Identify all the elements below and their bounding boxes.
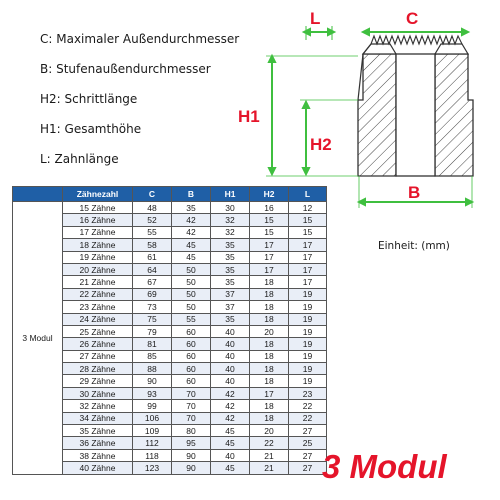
cell-b: 60 [172, 350, 211, 362]
cell-h1: 32 [211, 214, 250, 226]
cell-zaehnezahl: 28 Zähne [63, 363, 133, 375]
header-h1: H1 [211, 187, 250, 202]
header-l: L [289, 187, 327, 202]
header-c: C [133, 187, 172, 202]
cell-b: 50 [172, 263, 211, 275]
cell-h2: 18 [250, 412, 289, 424]
cell-c: 55 [133, 226, 172, 238]
cell-zaehnezahl: 21 Zähne [63, 276, 133, 288]
cell-h2: 18 [250, 375, 289, 387]
cell-h2: 22 [250, 437, 289, 449]
cell-b: 90 [172, 449, 211, 461]
cell-b: 70 [172, 400, 211, 412]
cell-b: 35 [172, 202, 211, 214]
cell-h1: 35 [211, 313, 250, 325]
table-body [13, 202, 327, 475]
cell-h2: 17 [250, 387, 289, 399]
cell-l: 19 [289, 363, 327, 375]
cell-zaehnezahl: 30 Zähne [63, 387, 133, 399]
cell-zaehnezahl: 17 Zähne [63, 226, 133, 238]
cell-b: 80 [172, 425, 211, 437]
cell-l: 27 [289, 462, 327, 474]
cell-h1: 40 [211, 449, 250, 461]
cell-c: 106 [133, 412, 172, 424]
cell-c: 67 [133, 276, 172, 288]
cell-h2: 18 [250, 338, 289, 350]
cell-l: 17 [289, 251, 327, 263]
cell-c: 75 [133, 313, 172, 325]
cell-b: 60 [172, 363, 211, 375]
gear-teeth [371, 36, 462, 44]
cell-b: 45 [172, 251, 211, 263]
cell-h2: 17 [250, 239, 289, 251]
cell-l: 17 [289, 276, 327, 288]
cell-l: 22 [289, 400, 327, 412]
label-b: B [408, 183, 421, 202]
cell-zaehnezahl: 40 Zähne [63, 462, 133, 474]
cell-h1: 37 [211, 288, 250, 300]
cell-c: 109 [133, 425, 172, 437]
legend-b: B: Stufenaußendurchmesser [40, 62, 211, 76]
cell-h1: 40 [211, 325, 250, 337]
cell-c: 61 [133, 251, 172, 263]
cell-zaehnezahl: 35 Zähne [63, 425, 133, 437]
cell-b: 50 [172, 276, 211, 288]
legend-c: C: Maximaler Außendurchmesser [40, 32, 240, 46]
cell-zaehnezahl: 27 Zähne [63, 350, 133, 362]
cell-h2: 20 [250, 425, 289, 437]
cell-c: 90 [133, 375, 172, 387]
table-header-row [13, 187, 327, 202]
cell-zaehnezahl: 25 Zähne [63, 325, 133, 337]
cell-zaehnezahl: 22 Zähne [63, 288, 133, 300]
cell-c: 118 [133, 449, 172, 461]
cell-l: 19 [289, 313, 327, 325]
cell-l: 15 [289, 214, 327, 226]
cell-zaehnezahl: 19 Zähne [63, 251, 133, 263]
modul-group-cell: 3 Modul [13, 202, 63, 475]
cell-h1: 32 [211, 226, 250, 238]
cell-l: 19 [289, 350, 327, 362]
cell-h2: 15 [250, 226, 289, 238]
cell-b: 95 [172, 437, 211, 449]
cell-c: 112 [133, 437, 172, 449]
cell-h1: 45 [211, 437, 250, 449]
cell-h2: 18 [250, 288, 289, 300]
cell-h2: 18 [250, 313, 289, 325]
cell-c: 69 [133, 288, 172, 300]
cell-l: 19 [289, 375, 327, 387]
legend-h2: H2: Schrittlänge [40, 92, 138, 106]
cell-zaehnezahl: 26 Zähne [63, 338, 133, 350]
label-c: C [406, 9, 419, 28]
cell-l: 19 [289, 325, 327, 337]
cell-h2: 15 [250, 214, 289, 226]
cell-c: 93 [133, 387, 172, 399]
label-l: L [310, 9, 321, 28]
legend-l: L: Zahnlänge [40, 152, 119, 166]
cell-h1: 30 [211, 202, 250, 214]
cell-h1: 37 [211, 301, 250, 313]
cell-h2: 17 [250, 263, 289, 275]
cell-l: 12 [289, 202, 327, 214]
dimension-legend [40, 24, 239, 174]
cell-h1: 35 [211, 263, 250, 275]
cell-zaehnezahl: 38 Zähne [63, 449, 133, 461]
cell-h2: 18 [250, 400, 289, 412]
cell-c: 85 [133, 350, 172, 362]
header-group [13, 187, 63, 202]
cell-h1: 42 [211, 387, 250, 399]
cell-c: 73 [133, 301, 172, 313]
cell-zaehnezahl: 36 Zähne [63, 437, 133, 449]
cell-h1: 40 [211, 375, 250, 387]
legend-h1: H1: Gesamthöhe [40, 122, 142, 136]
cell-b: 60 [172, 375, 211, 387]
cell-h1: 40 [211, 350, 250, 362]
cell-h1: 35 [211, 251, 250, 263]
cell-h1: 45 [211, 425, 250, 437]
cell-h1: 40 [211, 338, 250, 350]
cell-h1: 45 [211, 462, 250, 474]
cell-l: 17 [289, 239, 327, 251]
cell-l: 15 [289, 226, 327, 238]
gear-bore [396, 54, 435, 176]
cell-l: 27 [289, 449, 327, 461]
cell-c: 81 [133, 338, 172, 350]
cell-h2: 18 [250, 276, 289, 288]
header-h2: H2 [250, 187, 289, 202]
cell-h1: 35 [211, 239, 250, 251]
cell-h1: 40 [211, 363, 250, 375]
cell-b: 60 [172, 325, 211, 337]
table-row [13, 202, 327, 214]
cell-b: 70 [172, 387, 211, 399]
cell-b: 70 [172, 412, 211, 424]
cell-l: 22 [289, 412, 327, 424]
cell-h2: 21 [250, 449, 289, 461]
label-h1: H1 [238, 107, 260, 126]
cell-b: 50 [172, 288, 211, 300]
cell-c: 123 [133, 462, 172, 474]
unit-label: Einheit: (mm) [378, 240, 450, 252]
cell-h2: 18 [250, 363, 289, 375]
cell-zaehnezahl: 34 Zähne [63, 412, 133, 424]
header-b: B [172, 187, 211, 202]
cell-c: 99 [133, 400, 172, 412]
cell-b: 90 [172, 462, 211, 474]
header-zaehnezahl: Zähnezahl [63, 187, 133, 202]
gear-left-section [358, 44, 396, 176]
cell-h2: 18 [250, 301, 289, 313]
cell-l: 23 [289, 387, 327, 399]
cell-h2: 17 [250, 251, 289, 263]
cell-h2: 18 [250, 350, 289, 362]
cell-c: 58 [133, 239, 172, 251]
cell-zaehnezahl: 24 Zähne [63, 313, 133, 325]
cell-b: 50 [172, 301, 211, 313]
cell-h2: 16 [250, 202, 289, 214]
cell-zaehnezahl: 29 Zähne [63, 375, 133, 387]
cell-b: 55 [172, 313, 211, 325]
cell-l: 19 [289, 288, 327, 300]
cell-b: 42 [172, 214, 211, 226]
cell-h2: 21 [250, 462, 289, 474]
gear-right-section [435, 44, 473, 176]
cell-zaehnezahl: 20 Zähne [63, 263, 133, 275]
cell-b: 60 [172, 338, 211, 350]
cell-c: 64 [133, 263, 172, 275]
cell-zaehnezahl: 23 Zähne [63, 301, 133, 313]
modul-title: 3 Modul [322, 448, 447, 485]
cell-c: 88 [133, 363, 172, 375]
gear-spec-table [12, 186, 327, 475]
cell-l: 27 [289, 425, 327, 437]
cell-c: 52 [133, 214, 172, 226]
cell-zaehnezahl: 32 Zähne [63, 400, 133, 412]
cell-zaehnezahl: 16 Zähne [63, 214, 133, 226]
cell-h1: 42 [211, 412, 250, 424]
label-h2: H2 [310, 135, 332, 154]
cell-zaehnezahl: 15 Zähne [63, 202, 133, 214]
cell-b: 45 [172, 239, 211, 251]
cell-l: 25 [289, 437, 327, 449]
cell-b: 42 [172, 226, 211, 238]
cell-h1: 35 [211, 276, 250, 288]
cell-c: 48 [133, 202, 172, 214]
cell-h1: 42 [211, 400, 250, 412]
cell-h2: 20 [250, 325, 289, 337]
cell-c: 79 [133, 325, 172, 337]
cell-zaehnezahl: 18 Zähne [63, 239, 133, 251]
cell-l: 19 [289, 338, 327, 350]
cell-l: 19 [289, 301, 327, 313]
cell-l: 17 [289, 263, 327, 275]
